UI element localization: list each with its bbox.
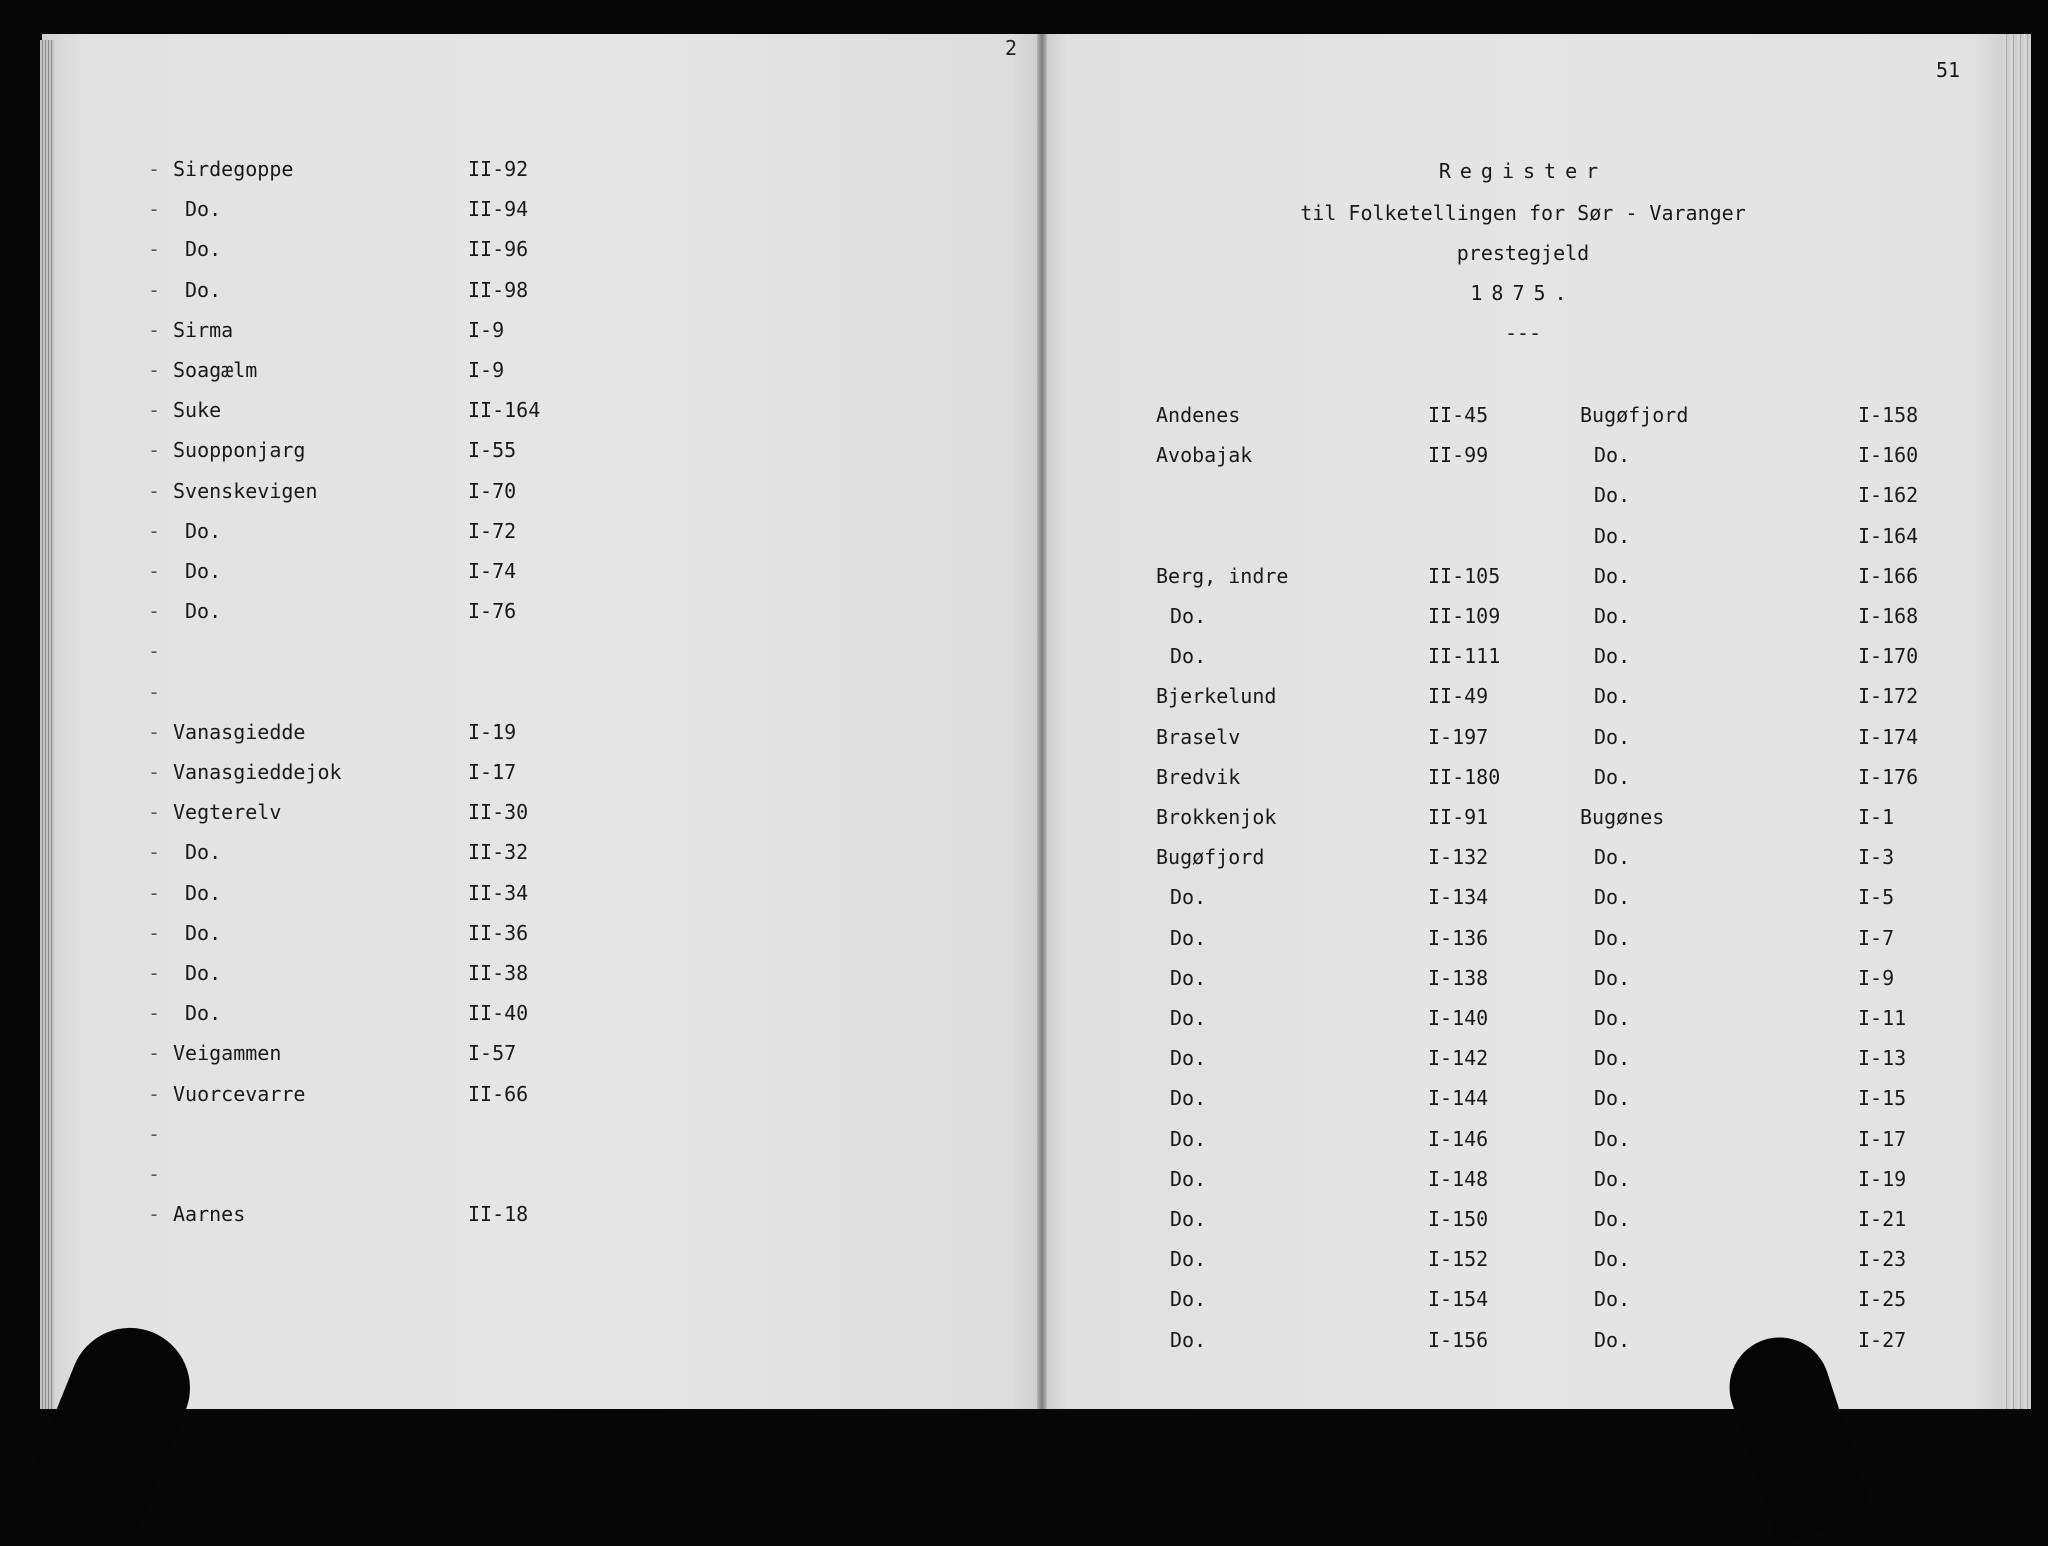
place-name: Do. xyxy=(1594,563,1631,588)
place-name: Do. xyxy=(1170,1046,1207,1071)
census-reference: I-134 xyxy=(1428,885,1489,910)
census-reference: I-1 xyxy=(1858,805,1895,829)
place-name: Vuorcevarre xyxy=(173,1081,306,1106)
census-reference: I-74 xyxy=(468,559,517,583)
row-tick-mark: - xyxy=(148,800,161,825)
register-row xyxy=(0,683,2048,709)
place-name: Do. xyxy=(1170,1207,1207,1231)
place-name: Do. xyxy=(1594,684,1631,709)
row-tick-mark: - xyxy=(148,880,161,905)
census-reference: I-160 xyxy=(1858,443,1919,468)
register-row xyxy=(0,1286,2048,1312)
place-name: Do. xyxy=(185,840,222,865)
place-name: Do. xyxy=(1170,965,1207,990)
census-reference: II-109 xyxy=(1428,604,1501,628)
place-name: Do. xyxy=(1170,604,1207,628)
census-reference: II-91 xyxy=(1428,805,1489,829)
census-reference: I-158 xyxy=(1858,403,1919,427)
census-reference: I-55 xyxy=(468,438,517,463)
place-name: Do. xyxy=(185,559,222,583)
census-reference: II-180 xyxy=(1428,764,1501,789)
place-name: Aarnes xyxy=(173,1202,246,1227)
place-name: Do. xyxy=(1594,1046,1631,1071)
census-reference: I-9 xyxy=(468,317,505,342)
census-reference: II-111 xyxy=(1428,644,1501,669)
census-reference: I-174 xyxy=(1858,724,1919,749)
place-name: Berg, indre xyxy=(1156,563,1289,588)
census-reference: I-170 xyxy=(1858,644,1919,669)
row-tick-mark: - xyxy=(148,317,161,342)
place-name: Do. xyxy=(1594,1327,1631,1352)
census-reference: I-162 xyxy=(1858,483,1919,508)
register-row xyxy=(0,1085,2048,1111)
place-name: Do. xyxy=(185,237,222,262)
register-row xyxy=(0,1126,2048,1152)
place-name: Do. xyxy=(1170,1166,1207,1191)
place-name: Do. xyxy=(1170,1287,1207,1312)
register-row xyxy=(0,236,2048,262)
census-reference: I-152 xyxy=(1428,1247,1489,1272)
register-row xyxy=(0,1327,2048,1353)
row-tick-mark: - xyxy=(148,237,161,262)
row-tick-mark: - xyxy=(148,1121,161,1146)
place-name: Do. xyxy=(1594,885,1631,910)
register-row xyxy=(0,402,2048,428)
place-name: Do. xyxy=(1594,1166,1631,1191)
place-name: Do. xyxy=(185,1001,222,1026)
place-name: Do. xyxy=(1594,965,1631,990)
census-reference: II-92 xyxy=(468,157,529,181)
register-row xyxy=(0,603,2048,629)
row-tick-mark: - xyxy=(148,478,161,503)
row-tick-mark: - xyxy=(148,197,161,222)
place-name: Do. xyxy=(185,920,222,945)
place-name: Veigammen xyxy=(173,1041,282,1066)
row-tick-mark: - xyxy=(148,1202,161,1227)
census-reference: I-15 xyxy=(1858,1086,1907,1111)
place-name: Do. xyxy=(1594,483,1631,508)
register-row xyxy=(0,804,2048,830)
census-reference: I-19 xyxy=(1858,1166,1907,1191)
census-reference: I-17 xyxy=(1858,1126,1907,1151)
register-row xyxy=(0,317,2048,343)
register-subtitle: til Folketellingen for Sør - Varanger xyxy=(1300,201,1746,225)
register-row xyxy=(0,563,2048,589)
register-row xyxy=(0,156,2048,182)
register-row xyxy=(0,1005,2048,1031)
census-reference: I-70 xyxy=(468,478,517,503)
census-reference: I-136 xyxy=(1428,925,1489,950)
census-reference: I-9 xyxy=(468,358,505,382)
row-tick-mark: - xyxy=(148,518,161,543)
census-reference: I-176 xyxy=(1858,764,1919,789)
place-name: Do. xyxy=(1594,1126,1631,1151)
place-name: Do. xyxy=(1594,925,1631,950)
census-reference: I-150 xyxy=(1428,1207,1489,1231)
census-reference: I-132 xyxy=(1428,845,1489,870)
place-name: Do. xyxy=(1170,644,1207,669)
place-name: Do. xyxy=(1594,1006,1631,1030)
place-name: Bugøfjord xyxy=(1580,403,1689,427)
register-row xyxy=(0,1206,2048,1232)
census-reference: I-25 xyxy=(1858,1287,1907,1312)
register-row xyxy=(0,196,2048,222)
census-reference: II-99 xyxy=(1428,443,1489,468)
census-reference: II-105 xyxy=(1428,563,1501,588)
row-tick-mark: - xyxy=(148,679,161,704)
census-reference: II-34 xyxy=(468,880,529,905)
row-tick-mark: - xyxy=(148,599,161,624)
place-name: Do. xyxy=(185,961,222,985)
place-name: Do. xyxy=(1594,604,1631,628)
row-tick-mark: - xyxy=(148,1162,161,1186)
place-name: Do. xyxy=(1170,1126,1207,1151)
place-name: Do. xyxy=(1594,1207,1631,1231)
census-reference: II-66 xyxy=(468,1081,529,1106)
register-row xyxy=(0,523,2048,549)
census-reference: I-156 xyxy=(1428,1327,1489,1352)
place-name: Suopponjarg xyxy=(173,438,306,463)
register-row xyxy=(0,844,2048,870)
place-name: Do. xyxy=(1594,1247,1631,1272)
row-tick-mark: - xyxy=(148,277,161,302)
row-tick-mark: - xyxy=(148,398,161,423)
register-row xyxy=(0,643,2048,669)
place-name: Do. xyxy=(1170,1086,1207,1111)
register-row xyxy=(0,884,2048,910)
place-name: Bugønes xyxy=(1580,805,1665,829)
register-row xyxy=(0,1166,2048,1192)
place-name: Do. xyxy=(1170,1327,1207,1352)
place-name: Do. xyxy=(1170,1006,1207,1030)
census-reference: II-30 xyxy=(468,800,529,825)
register-separator: --- xyxy=(1504,321,1542,345)
row-tick-mark: - xyxy=(148,920,161,945)
register-row xyxy=(0,277,2048,303)
census-reference: I-172 xyxy=(1858,684,1919,709)
row-tick-mark: - xyxy=(148,639,161,664)
census-reference: I-72 xyxy=(468,518,517,543)
place-name: Do. xyxy=(1170,885,1207,910)
register-row xyxy=(0,925,2048,951)
register-parish: prestegjeld xyxy=(1456,241,1590,265)
place-name: Sirma xyxy=(173,317,234,342)
row-tick-mark: - xyxy=(148,840,161,865)
census-reference: I-76 xyxy=(468,599,517,624)
register-row xyxy=(0,1246,2048,1272)
row-tick-mark: - xyxy=(148,1081,161,1106)
census-reference: I-13 xyxy=(1858,1046,1907,1071)
census-reference: I-17 xyxy=(468,760,517,784)
census-reference: I-19 xyxy=(468,719,517,744)
register-row xyxy=(0,965,2048,991)
place-name: Bugøfjord xyxy=(1156,845,1265,870)
place-name: Do. xyxy=(1594,443,1631,468)
place-name: Do. xyxy=(1594,1086,1631,1111)
place-name: Suke xyxy=(173,398,222,423)
census-reference: I-7 xyxy=(1858,925,1895,950)
census-reference: I-148 xyxy=(1428,1166,1489,1191)
census-reference: II-40 xyxy=(468,1001,529,1026)
census-reference: II-38 xyxy=(468,961,529,985)
register-row xyxy=(0,1045,2048,1071)
census-reference: I-197 xyxy=(1428,724,1489,749)
census-reference: I-146 xyxy=(1428,1126,1489,1151)
place-name: Svenskevigen xyxy=(173,478,318,503)
census-reference: II-98 xyxy=(468,277,529,302)
place-name: Avobajak xyxy=(1156,443,1253,468)
row-tick-mark: - xyxy=(148,358,161,382)
census-reference: I-140 xyxy=(1428,1006,1489,1030)
census-reference: I-23 xyxy=(1858,1247,1907,1272)
register-row xyxy=(0,482,2048,508)
register-title-text: Register xyxy=(1438,159,1608,183)
row-tick-mark: - xyxy=(148,559,161,583)
row-tick-mark: - xyxy=(148,961,161,985)
census-reference: I-27 xyxy=(1858,1327,1907,1352)
place-name: Do. xyxy=(1594,845,1631,870)
row-tick-mark: - xyxy=(148,438,161,463)
gutter-mark: 2 xyxy=(1005,36,1018,60)
row-tick-mark: - xyxy=(148,719,161,744)
place-name: Do. xyxy=(185,277,222,302)
place-name: Vanasgieddejok xyxy=(173,760,342,784)
place-name: Vegterelv xyxy=(173,800,282,825)
place-name: Do. xyxy=(1594,523,1631,548)
place-name: Do. xyxy=(1594,644,1631,669)
census-reference: II-18 xyxy=(468,1202,529,1227)
register-year-text: 1875. xyxy=(1470,281,1576,305)
census-reference: II-32 xyxy=(468,840,529,865)
census-reference: I-57 xyxy=(468,1041,517,1066)
place-name: Do. xyxy=(1594,1287,1631,1312)
census-reference: II-164 xyxy=(468,398,541,423)
row-tick-mark: - xyxy=(148,1041,161,1066)
census-reference: I-168 xyxy=(1858,604,1919,628)
row-tick-mark: - xyxy=(148,157,161,181)
census-reference: II-49 xyxy=(1428,684,1489,709)
census-reference: II-36 xyxy=(468,920,529,945)
census-reference: I-166 xyxy=(1858,563,1919,588)
census-reference: I-144 xyxy=(1428,1086,1489,1111)
page-number: 51 xyxy=(1936,58,1961,82)
row-tick-mark: - xyxy=(148,760,161,784)
census-reference: II-45 xyxy=(1428,403,1489,427)
census-reference: I-21 xyxy=(1858,1207,1907,1231)
place-name: Soagælm xyxy=(173,358,258,382)
census-reference: I-154 xyxy=(1428,1287,1489,1312)
register-row xyxy=(0,764,2048,790)
place-name: Do. xyxy=(1170,925,1207,950)
place-name: Do. xyxy=(185,197,222,222)
place-name: Braselv xyxy=(1156,724,1241,749)
census-reference: I-9 xyxy=(1858,965,1895,990)
census-reference: I-3 xyxy=(1858,845,1895,870)
place-name: Bjerkelund xyxy=(1156,684,1277,709)
place-name: Do. xyxy=(185,599,222,624)
census-reference: I-138 xyxy=(1428,965,1489,990)
place-name: Do. xyxy=(1594,724,1631,749)
census-reference: II-96 xyxy=(468,237,529,262)
census-reference: I-11 xyxy=(1858,1006,1907,1030)
census-reference: I-5 xyxy=(1858,885,1895,910)
place-name: Do. xyxy=(1170,1247,1207,1272)
register-row xyxy=(0,357,2048,383)
place-name: Do. xyxy=(185,518,222,543)
census-reference: I-142 xyxy=(1428,1046,1489,1071)
place-name: Do. xyxy=(1594,764,1631,789)
register-row xyxy=(0,442,2048,468)
place-name: Vanasgiedde xyxy=(173,719,306,744)
place-name: Andenes xyxy=(1156,403,1241,427)
census-reference: II-94 xyxy=(468,197,529,222)
place-name: Do. xyxy=(185,880,222,905)
row-tick-mark: - xyxy=(148,1001,161,1026)
place-name: Sirdegoppe xyxy=(173,157,294,181)
census-reference: I-164 xyxy=(1858,523,1919,548)
register-row xyxy=(0,724,2048,750)
place-name: Brokkenjok xyxy=(1156,805,1277,829)
place-name: Bredvik xyxy=(1156,764,1241,789)
